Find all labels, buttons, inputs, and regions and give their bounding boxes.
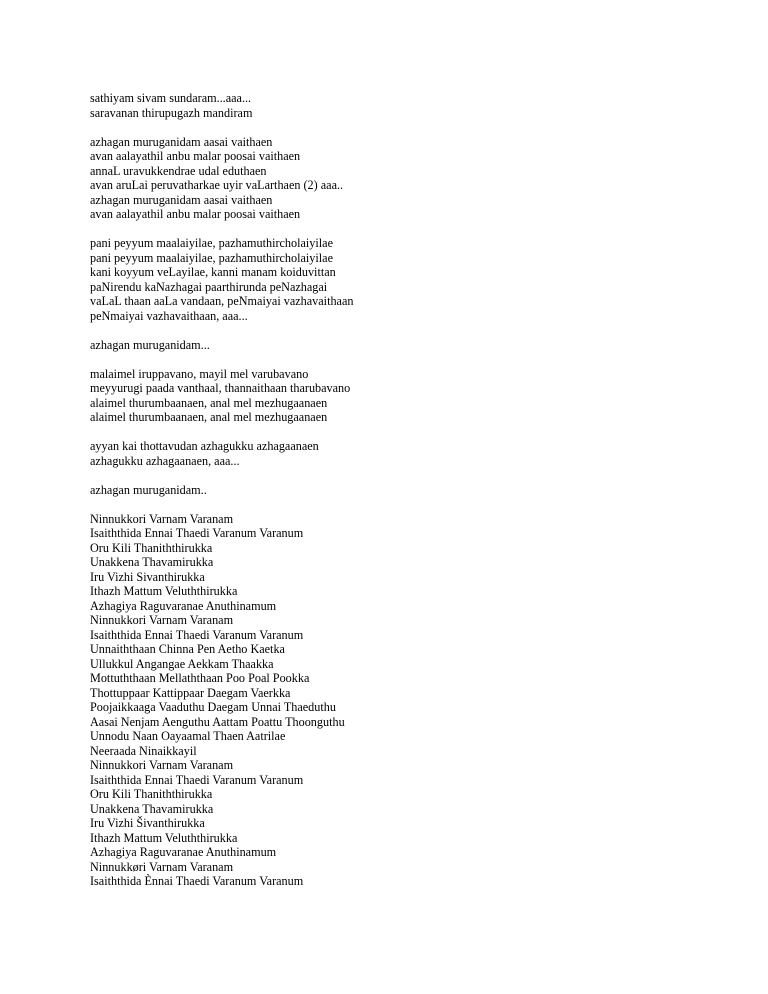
lyric-line: Poojaikkaaga Vaaduthu Daegam Unnai Thaeduthu — [90, 700, 336, 714]
lyric-line: Aasai Nenjam Aenguthu Aattam Poattu Thoonguthu — [90, 714, 345, 729]
lyric-line: Unakkena Thavamirukka — [90, 555, 214, 569]
lyric-line: annaL uravukkendrae udal eduthaen — [90, 163, 267, 178]
lyric-line: Ninnukkori Varnam Varanam — [90, 613, 234, 627]
lyric-line: meyyurugi paada vanthaal, thannaithaan tharubavano — [90, 381, 351, 395]
stanza-charanam-3 — [90, 439, 730, 468]
lyric-line: Ninnukkori Varnam Varanam — [90, 758, 234, 772]
lyric-line: peNmaiyai vazhavaithaan, aaa... — [90, 308, 248, 323]
stanza-refrain-2 — [90, 483, 730, 498]
lyric-line: Ninnukkøri Varnam Varanam — [90, 859, 234, 874]
lyric-line: Ithazh Mattum Veluththirukka — [90, 830, 238, 845]
stanza-refrain-1 — [90, 338, 730, 353]
lyric-line: pani peyyum maalaiyilae, pazhamuthircholaiyilae — [90, 250, 333, 265]
lyric-line: avan aruLai peruvatharkae uyir vaLarthaen (2) aaa.. — [90, 178, 344, 192]
lyric-line: Isaiththida Ennai Thaedi Varanum Varanum — [90, 627, 304, 642]
lyric-line: Azhagiya Raguvaranae Anuthinamum — [90, 598, 277, 613]
lyric-line: Ninnukkori Varnam Varanam — [90, 511, 234, 526]
lyric-line: Oru Kili Thaniththirukka — [90, 787, 213, 801]
lyric-line: Unnaiththaan Chinna Pen Aetho Kaetka — [90, 642, 285, 656]
lyric-line: alaimel thurumbaanaen, anal mel mezhugaanaen — [90, 410, 328, 424]
lyric-line: azhagukku azhagaanaen, aaa... — [90, 453, 240, 468]
stanza-charanam-1 — [90, 236, 730, 323]
lyric-line: azhagan muruganidam.. — [90, 482, 207, 497]
lyric-line: Ullukkul Angangae Aekkam Thaakka — [90, 656, 274, 671]
lyric-line: Mottuththaan Mellaththaan Poo Poal Pookka — [90, 671, 310, 685]
lyric-line: saravanan thirupugazh mandiram — [90, 105, 253, 120]
lyric-line: ayyan kai thottavudan azhagukku azhagaanaen — [90, 439, 319, 453]
lyric-line: kani koyyum veLayilae, kanni manam koiduvittan — [90, 265, 336, 279]
lyric-line: avan aalayathil anbu malar poosai vaithaen — [90, 207, 301, 221]
stanza-pallavi — [90, 135, 730, 222]
lyric-line: vaLaL thaan aaLa vandaan, peNmaiyai vazhavaithaan — [90, 294, 354, 308]
lyric-line: Isaiththida Ènnai Thaedi Varanum Varanum — [90, 874, 304, 888]
lyric-line: azhagan muruganidam aasai vaithaen — [90, 192, 273, 207]
document-page — [90, 91, 730, 903]
lyric-line: Iru Vizhi Sivanthirukka — [90, 569, 205, 584]
lyric-line: malaimel iruppavano, mayil mel varubavano — [90, 366, 309, 381]
lyric-line: pani peyyum maalaiyilae, pazhamuthircholaiyilae — [90, 236, 333, 250]
lyric-line: Ithazh Mattum Veluththirukka — [90, 584, 238, 598]
lyric-line: paNirendu kaNazhagai paarthirunda peNazhagai — [90, 279, 328, 294]
stanza-second-song — [90, 512, 730, 889]
lyric-line: alaimel thurumbaanaen, anal mel mezhugaanaen — [90, 395, 328, 410]
lyric-line: Unakkena Thavamirukka — [90, 801, 214, 816]
lyric-line: Isaiththida Ennai Thaedi Varanum Varanum — [90, 772, 304, 787]
lyric-line: Neeraada Ninaikkayil — [90, 743, 197, 758]
stanza-charanam-2 — [90, 367, 730, 425]
lyric-line: Unnodu Naan Oayaamal Thaen Aatrilae — [90, 729, 286, 743]
lyric-line: Isaiththida Ennai Thaedi Varanum Varanum — [90, 526, 304, 540]
lyric-line: azhagan muruganidam aasai vaithaen — [90, 134, 273, 149]
lyric-line: sathiyam sivam sundaram...aaa... — [90, 91, 252, 105]
lyric-line: avan aalayathil anbu malar poosai vaithaen — [90, 149, 301, 163]
lyric-line: Iru Vizhi Šivanthirukka — [90, 816, 205, 830]
lyric-line: azhagan muruganidam... — [90, 337, 210, 352]
lyric-line: Azhagiya Raguvaranae Anuthinamum — [90, 845, 277, 859]
lyric-line: Thottuppaar Kattippaar Daegam Vaerkka — [90, 685, 291, 700]
lyric-line: Oru Kili Thaniththirukka — [90, 540, 213, 555]
stanza-intro — [90, 91, 730, 120]
